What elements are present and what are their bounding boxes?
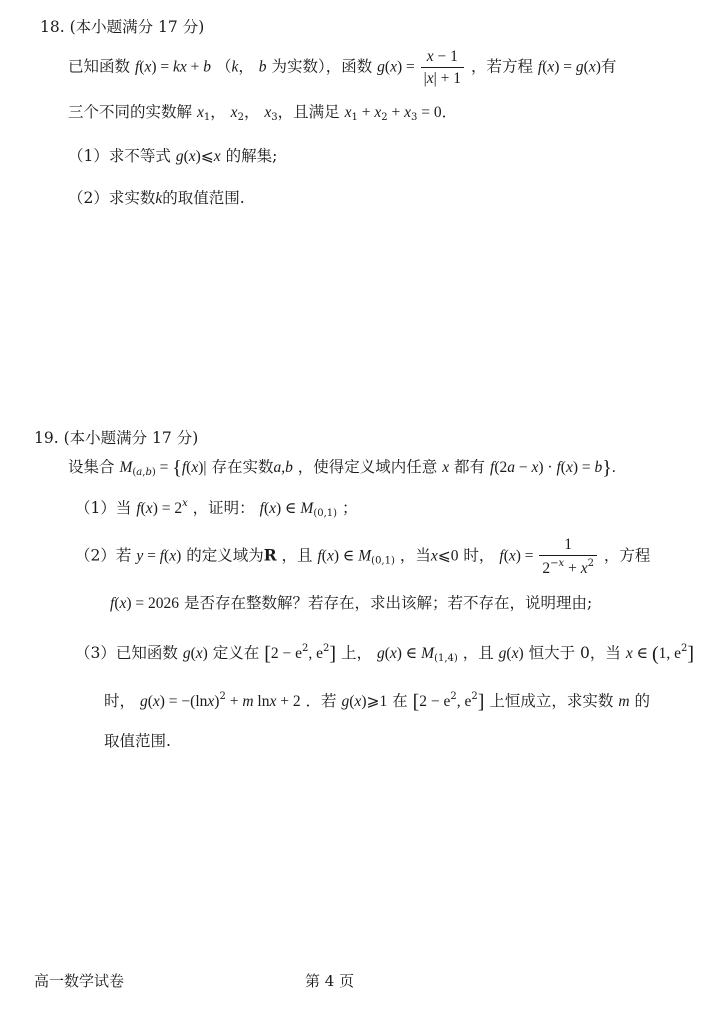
q18-text: ． (441, 103, 458, 121)
q18-text: 的解集; (225, 147, 278, 165)
q18-text: 有 (600, 57, 617, 76)
q19-text: 在 (392, 692, 408, 710)
q18-part1: （1）求不等式 g(x)⩽x 的解集; (68, 147, 278, 165)
g-fraction: $\frac{x - 1}{|x| + 1}$ (421, 48, 464, 87)
q19-text: 上恒成立，求实数 (489, 692, 614, 710)
q18-text: 已知函数 (68, 57, 131, 76)
q19-part3-line1: （3）已知函数 g(x) 定义在 [$2 - e^2$, $e^2$] 上， g(x) ∈ $M_{(1,4)}$ ，且 g(x) 恒大于 0，当 x ∈ (1, $e^2$] (75, 643, 695, 665)
q18-text: （ (215, 57, 232, 76)
q19-part2-line2: f(x) = 2026 是否存在整数解？若存在，求出该解；若不存在，说明理由; (110, 594, 593, 612)
q19-text: （1）当 (75, 499, 132, 517)
q18-text: ， (243, 103, 260, 121)
q19-text: ； (341, 499, 358, 517)
q19-text: 的 (634, 692, 651, 710)
q19-text: ，证明： (192, 499, 255, 517)
q19-text: 设集合 (68, 458, 115, 476)
q19-text: ．若 (305, 692, 337, 710)
q19-set-definition: 设集合 $M_{(a,b)} = \{f(x)|$ 存在实数a,b ，使得定义域内任意 x 都有 f(2a − x) · f(x) = b}. (68, 457, 616, 479)
f-fraction: $\frac{1}{2^{-x} + x^2}$ (539, 536, 597, 577)
q18-text: ， (238, 57, 254, 76)
q18-text: 三个不同的实数解 (68, 103, 193, 121)
q18-header: 18. (本小题满分 17 分) (40, 18, 205, 36)
q19-text: ，方程 (603, 546, 651, 565)
q19-header: 19. (本小题满分 17 分) (34, 429, 199, 447)
q18-text: （2）求实数 (68, 189, 156, 207)
q19-text: 恒大于 0，当 (528, 644, 621, 662)
q19-text: 定义在 (212, 644, 260, 662)
q19-part2-line1: （2）若 y = f(x) 的定义域为R ，且 f(x) ∈ $M_{(0,1)}$ ，当x⩽0 时， f(x) = $\frac{1}{2^{-x} + x^2}$ ，方程 (75, 536, 651, 578)
q18-text: ， (210, 103, 226, 121)
q19-text: 是否存在整数解？若存在，求出该解；若不存在，说明理由; (183, 594, 593, 612)
q19-text: 上， (340, 644, 372, 662)
q18-text: ，且满足 (277, 103, 340, 121)
q19-text: （2）若 (75, 546, 132, 565)
q19-text: ，使得定义域内任意 (297, 458, 438, 476)
q19-text: 的定义域为 (186, 546, 264, 565)
q18-text: ，若方程 (470, 57, 533, 76)
q19-text: 存在实数 (211, 458, 274, 476)
footer-page-number: 第 4 页 (305, 972, 355, 990)
q19-part3-line2: 时， $g(x) = -(\ln x)^2 + m$ lnx + 2 ．若 g(x)⩾1 在 [$2 - e^2$, $e^2$] 上恒成立，求实数 m 的 (104, 691, 651, 713)
q19-part3-line3: 取值范围. (104, 732, 171, 750)
q19-text: ，且 (281, 546, 313, 565)
q19-text: 都有 (454, 458, 486, 476)
q18-statement-line1: 已知函数 f(x) = kx + b （k， b 为实数），函数 g(x) = $\frac{x - 1}{|x| + 1}$ ，若方程 f(x) = g(x)有 (68, 48, 617, 88)
footer-exam-name: 高一数学试卷 (34, 972, 125, 990)
q19-part1: （1）当 $f(x) = 2^x$ ，证明： f(x) ∈ $M_{(0,1)}$ ； (75, 498, 358, 519)
q18-text: 为实数），函数 (266, 57, 373, 76)
q19-text: （3）已知函数 (75, 644, 178, 662)
q19-text: 时， (104, 692, 136, 710)
q18-part2: （2）求实数k的取值范围. (68, 189, 245, 207)
q18-statement-line2: 三个不同的实数解 $x_1$， $x_2$， $x_3$，且满足 $x_1 + x_2 + x_3 = 0$． (68, 103, 458, 123)
q19-text: ，当 (399, 546, 431, 565)
q19-text: ，且 (462, 644, 494, 662)
q19-text: 时， (463, 546, 495, 565)
q18-text: 的取值范围. (162, 189, 245, 207)
q18-text: （1）求不等式 (68, 147, 171, 165)
